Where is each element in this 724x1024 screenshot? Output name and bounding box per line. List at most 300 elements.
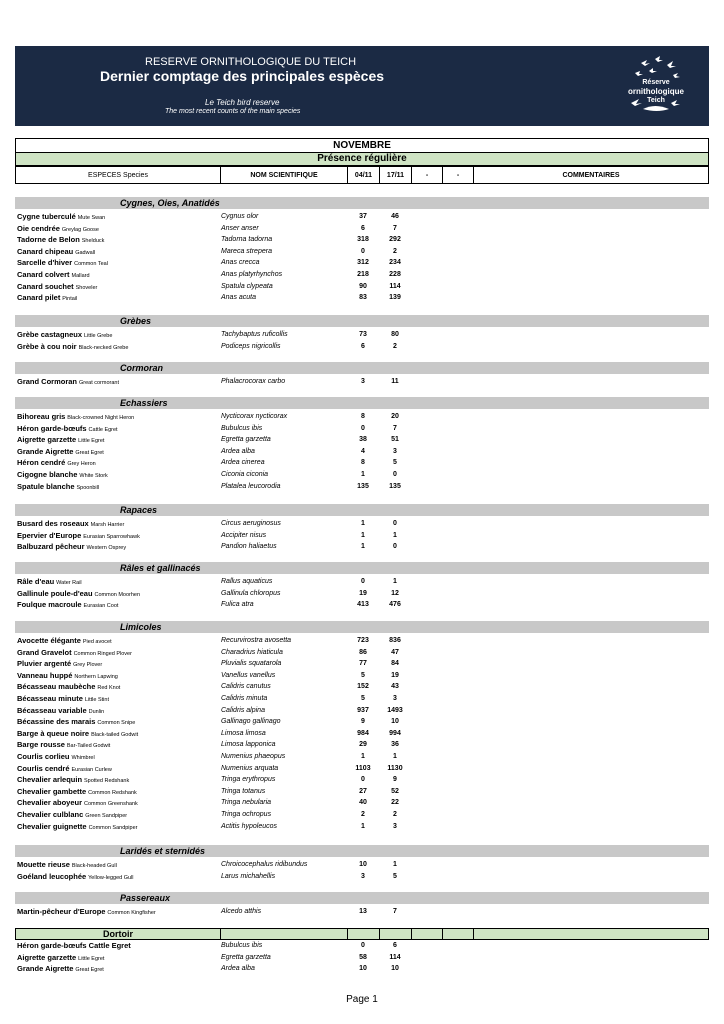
scientific-name: Ciconia ciconia bbox=[221, 471, 269, 478]
dortoir-cell bbox=[474, 929, 708, 939]
french-name: Chevalier culblanc bbox=[17, 810, 84, 819]
count-date-1: 318 bbox=[357, 236, 369, 244]
section-header bbox=[15, 197, 709, 209]
count-date-2: 51 bbox=[391, 436, 399, 444]
french-name: Bihoreau gris bbox=[17, 412, 66, 421]
page-number: Page 1 bbox=[346, 994, 378, 1005]
species-name bbox=[17, 821, 137, 834]
french-name: Chevalier aboyeur bbox=[17, 798, 83, 808]
count-date-2: 114 bbox=[389, 282, 401, 290]
count-date-2: 7 bbox=[393, 224, 397, 232]
scientific-name: Anser anser bbox=[221, 224, 259, 232]
scientific-name: Platalea leucorodia bbox=[221, 482, 281, 490]
french-name: Grand Cormoran bbox=[17, 377, 78, 386]
french-name: Oie cendrée bbox=[17, 223, 60, 233]
species-name bbox=[17, 481, 99, 494]
count-date-2: 228 bbox=[389, 271, 401, 278]
count-date-2: 46 bbox=[391, 213, 399, 220]
count-date-1: 312 bbox=[357, 259, 369, 267]
english-name: Cattle Egret bbox=[88, 426, 118, 433]
count-date-2: 52 bbox=[391, 787, 399, 795]
english-name: Red Knot bbox=[97, 685, 121, 692]
scientific-name: Phalacrocorax carbo bbox=[221, 378, 286, 385]
french-name: Foulque macroule bbox=[17, 600, 82, 610]
english-name: Spotted Redshank bbox=[83, 778, 130, 785]
french-name: Cigogne blanche bbox=[17, 470, 78, 479]
scientific-name: Gallinula chloropus bbox=[221, 589, 281, 597]
species-row bbox=[15, 681, 709, 692]
species-name bbox=[17, 376, 119, 389]
french-name: Canard souchet bbox=[17, 281, 74, 291]
column-headers bbox=[15, 166, 709, 184]
count-date-2: 1 bbox=[393, 861, 397, 868]
count-date-1: 152 bbox=[357, 683, 369, 691]
count-date-2: 2 bbox=[393, 342, 397, 350]
species-row bbox=[15, 728, 709, 739]
english-name: Northern Lapwing bbox=[74, 673, 118, 680]
english-name: Little Grebe bbox=[83, 333, 113, 339]
scientific-name: Anas platyrhynchos bbox=[221, 271, 283, 278]
scientific-name: Nycticorax nycticorax bbox=[221, 413, 288, 420]
dortoir-cell bbox=[221, 929, 348, 939]
logo-text-1: Réserve bbox=[642, 79, 670, 86]
count-date-2: 292 bbox=[389, 236, 401, 244]
count-date-2: 80 bbox=[391, 331, 399, 338]
species-row bbox=[15, 797, 709, 808]
scientific-name: Gallinago gallinago bbox=[221, 718, 281, 726]
species-row bbox=[15, 446, 709, 457]
scientific-name: Spatula clypeata bbox=[221, 282, 273, 290]
header-banner bbox=[15, 46, 709, 126]
english-name: Shelduck bbox=[81, 238, 105, 245]
species-row bbox=[15, 635, 709, 646]
count-date-1: 13 bbox=[359, 908, 367, 915]
species-row bbox=[15, 670, 709, 681]
col-comments: COMMENTAIRES bbox=[562, 171, 620, 179]
dortoir-row bbox=[15, 963, 709, 974]
species-name bbox=[17, 541, 126, 554]
dortoir-title: Dortoir bbox=[16, 929, 221, 939]
section-title: Passereaux bbox=[120, 893, 171, 903]
count-date-2: 1130 bbox=[387, 764, 403, 772]
count-date-2: 36 bbox=[391, 741, 399, 749]
count-date-2: 22 bbox=[391, 799, 399, 807]
count-date-1: 10 bbox=[359, 861, 367, 868]
count-date-1: 0 bbox=[361, 776, 365, 784]
french-name: Chevalier arlequin bbox=[17, 775, 83, 785]
species-row bbox=[15, 588, 709, 599]
count-date-2: 47 bbox=[391, 648, 399, 656]
french-name: Aigrette garzette bbox=[17, 435, 77, 445]
english-name: Little Egret bbox=[78, 438, 105, 445]
species-row bbox=[15, 871, 709, 882]
species-row bbox=[15, 257, 709, 268]
french-name: Cygne tuberculé bbox=[17, 212, 76, 221]
english-name: Water Rail bbox=[56, 580, 82, 586]
species-row bbox=[15, 434, 709, 445]
count-date-1: 37 bbox=[359, 213, 367, 220]
english-name: Little Egret bbox=[78, 955, 105, 962]
count-date-2: 43 bbox=[391, 683, 399, 691]
section-header bbox=[15, 621, 709, 633]
scientific-name: Calidris minuta bbox=[221, 695, 268, 702]
french-name: Vanneau huppé bbox=[17, 670, 73, 680]
scientific-name: Limosa lapponica bbox=[221, 741, 276, 749]
english-name: Eurasian Coot bbox=[83, 603, 119, 610]
english-name: Common Kingfisher bbox=[107, 910, 156, 916]
count-date-1: 1 bbox=[361, 520, 365, 527]
count-date-2: 10 bbox=[391, 718, 399, 726]
french-name: Héron cendré bbox=[17, 458, 66, 468]
section-title: Rapaces bbox=[120, 505, 158, 515]
count-date-1: 1 bbox=[361, 471, 365, 478]
english-name: Yellow-legged Gull bbox=[88, 874, 134, 881]
english-name: Eurasian Sparrowhawk bbox=[83, 533, 140, 540]
section-title: Echassiers bbox=[120, 398, 168, 408]
english-name: Gadwall bbox=[75, 249, 96, 256]
count-date-1: 1 bbox=[361, 753, 365, 760]
species-row bbox=[15, 763, 709, 774]
english-name: Little Stint bbox=[84, 697, 109, 703]
dortoir-header bbox=[15, 928, 709, 940]
species-row bbox=[15, 576, 709, 587]
species-name bbox=[17, 292, 77, 305]
french-name: Canard pilet bbox=[17, 293, 61, 303]
english-name: Common Redshank bbox=[88, 789, 137, 796]
species-row bbox=[15, 211, 709, 222]
count-date-1: 0 bbox=[361, 424, 365, 432]
logo-text-3: Teich bbox=[647, 97, 665, 104]
english-name: Black-necked Grebe bbox=[78, 344, 129, 351]
scientific-name: Accipiter nisus bbox=[221, 531, 267, 539]
species-row bbox=[15, 599, 709, 610]
scientific-name: Tadorna tadorna bbox=[221, 236, 273, 244]
count-date-1: 29 bbox=[359, 741, 367, 749]
french-name: Courlis cendré bbox=[17, 763, 70, 773]
count-date-2: 5 bbox=[393, 459, 397, 467]
english-name: Eurasian Curlew bbox=[71, 766, 112, 773]
english-name: Common Teal bbox=[74, 261, 108, 268]
section-title: Râles et gallinacés bbox=[120, 563, 201, 573]
scientific-name: Tachybaptus ruficollis bbox=[221, 331, 288, 338]
count-date-2: 1 bbox=[393, 531, 397, 539]
scientific-name: Tringa erythropus bbox=[221, 776, 276, 784]
count-date-1: 6 bbox=[361, 342, 365, 350]
scientific-name: Charadrius hiaticula bbox=[221, 648, 283, 656]
english-name: Great Egret bbox=[75, 449, 104, 456]
count-date-1: 2 bbox=[361, 811, 365, 818]
dortoir-cell bbox=[348, 929, 380, 939]
section-header bbox=[15, 397, 709, 409]
count-date-2: 139 bbox=[389, 294, 401, 302]
scientific-name: Cygnus olor bbox=[221, 213, 259, 220]
english-name: Marsh Harrier bbox=[90, 522, 125, 528]
count-date-2: 0 bbox=[393, 520, 397, 527]
french-name: Aigrette garzette bbox=[17, 952, 77, 962]
count-date-2: 1 bbox=[393, 578, 397, 585]
scientific-name: Tringa nebularia bbox=[221, 799, 272, 807]
count-date-1: 8 bbox=[361, 413, 365, 420]
species-row bbox=[15, 739, 709, 750]
section-header bbox=[15, 845, 709, 857]
species-name bbox=[17, 341, 128, 354]
scientific-name: Pandion haliaetus bbox=[221, 543, 277, 551]
count-date-1: 4 bbox=[361, 447, 365, 455]
species-row bbox=[15, 693, 709, 704]
bird-flock-icon bbox=[621, 51, 691, 121]
species-row bbox=[15, 481, 709, 492]
french-name: Martin-pêcheur d'Europe bbox=[17, 907, 106, 916]
english-name: Pied avocet bbox=[82, 639, 112, 645]
count-date-1: 10 bbox=[359, 965, 367, 973]
document-title: Dernier comptage des principales espèces bbox=[100, 68, 385, 84]
section-title: Cormoran bbox=[120, 363, 164, 373]
section-header bbox=[15, 362, 709, 374]
species-row bbox=[15, 658, 709, 669]
count-date-2: 0 bbox=[393, 543, 397, 551]
count-date-2: 9 bbox=[393, 776, 397, 784]
scientific-name: Circus aeruginosus bbox=[221, 520, 281, 527]
count-date-1: 3 bbox=[361, 378, 365, 385]
scientific-name: Bubulcus ibis bbox=[221, 424, 263, 432]
french-name: Courlis corlieu bbox=[17, 752, 70, 761]
count-date-2: 19 bbox=[391, 671, 399, 679]
english-name: Grey Heron bbox=[67, 461, 96, 468]
scientific-name: Ardea cinerea bbox=[221, 459, 265, 467]
dortoir-row bbox=[15, 940, 709, 951]
french-name: Grande Aigrette bbox=[17, 446, 74, 456]
french-name: Grèbe castagneux bbox=[17, 330, 83, 339]
col-species: ESPECES Species bbox=[16, 167, 221, 183]
english-name: Great cormorant bbox=[78, 380, 120, 386]
french-name: Barge rousse bbox=[17, 740, 65, 750]
count-date-2: 7 bbox=[393, 908, 397, 915]
presence-header: Présence régulière bbox=[15, 153, 709, 166]
french-name: Héron garde-bœufs bbox=[17, 423, 87, 433]
english-name: Black-tailed Godwit bbox=[91, 731, 139, 738]
scientific-name: Ardea alba bbox=[221, 965, 255, 973]
scientific-name: Mareca strepera bbox=[221, 247, 272, 255]
species-row bbox=[15, 457, 709, 468]
count-date-1: 77 bbox=[359, 660, 367, 668]
french-name: Spatule blanche bbox=[17, 481, 75, 491]
species-row bbox=[15, 341, 709, 352]
scientific-name: Calidris alpina bbox=[221, 706, 265, 714]
count-date-2: 1493 bbox=[387, 706, 403, 714]
count-date-2: 234 bbox=[389, 259, 401, 267]
species-row bbox=[15, 705, 709, 716]
scientific-name: Larus michahellis bbox=[221, 872, 276, 880]
count-date-2: 7 bbox=[393, 424, 397, 432]
count-date-1: 3 bbox=[361, 872, 365, 880]
scientific-name: Anas crecca bbox=[221, 259, 260, 267]
count-date-1: 0 bbox=[361, 578, 365, 585]
dortoir-cell bbox=[443, 929, 474, 939]
reserve-name: RESERVE ORNITHOLOGIQUE DU TEICH bbox=[145, 56, 357, 68]
species-row bbox=[15, 376, 709, 387]
count-date-2: 11 bbox=[391, 378, 399, 385]
count-date-2: 2 bbox=[393, 247, 397, 255]
english-name: Mallard bbox=[71, 273, 90, 279]
species-name bbox=[17, 599, 118, 612]
count-date-1: 40 bbox=[359, 799, 367, 807]
count-date-1: 6 bbox=[361, 224, 365, 232]
count-date-1: 0 bbox=[361, 942, 365, 949]
english-name: Common Greenshank bbox=[83, 801, 138, 808]
scientific-name: Chroicocephalus ridibundus bbox=[221, 861, 308, 868]
count-date-1: 90 bbox=[359, 282, 367, 290]
species-row bbox=[15, 269, 709, 280]
scientific-name: Tringa ochropus bbox=[221, 811, 272, 818]
col-scientific: NOM SCIENTIFIQUE bbox=[221, 167, 348, 183]
species-row bbox=[15, 786, 709, 797]
count-date-1: 218 bbox=[357, 271, 369, 278]
english-name: Green Sandpiper bbox=[85, 813, 128, 819]
species-row bbox=[15, 530, 709, 541]
count-date-1: 83 bbox=[359, 294, 367, 302]
species-row bbox=[15, 809, 709, 820]
species-row bbox=[15, 859, 709, 870]
scientific-name: Recurvirostra avosetta bbox=[221, 637, 292, 644]
count-date-2: 2 bbox=[393, 811, 397, 818]
count-date-1: 8 bbox=[361, 459, 365, 467]
french-name: Héron garde-bœufs Cattle Egret bbox=[17, 941, 131, 950]
count-date-2: 12 bbox=[391, 589, 399, 597]
scientific-name: Fulica atra bbox=[221, 601, 254, 609]
scientific-name: Calidris canutus bbox=[221, 683, 271, 691]
col-date-2: 17/11 bbox=[380, 167, 412, 183]
count-date-1: 86 bbox=[359, 648, 367, 656]
english-subtitle: Le Teich bird reserve bbox=[205, 98, 280, 107]
french-name: Râle d'eau bbox=[17, 577, 55, 586]
section-header bbox=[15, 504, 709, 516]
english-name: Common Ringed Plover bbox=[73, 650, 132, 657]
dortoir-cell bbox=[380, 929, 412, 939]
species-row bbox=[15, 281, 709, 292]
species-row bbox=[15, 541, 709, 552]
count-date-1: 0 bbox=[361, 247, 365, 255]
species-row bbox=[15, 329, 709, 340]
scientific-name: Bubulcus ibis bbox=[221, 942, 263, 949]
species-name bbox=[17, 906, 156, 919]
english-name: Greylag Goose bbox=[61, 226, 99, 233]
col-date-1: 04/11 bbox=[348, 167, 380, 183]
english-subtitle-2: The most recent counts of the main species bbox=[165, 108, 301, 115]
english-name: Common Moorhen bbox=[94, 591, 141, 598]
section-title: Cygnes, Oies, Anatidés bbox=[120, 198, 220, 208]
scientific-name: Actitis hypoleucos bbox=[221, 822, 278, 830]
scientific-name: Egretta garzetta bbox=[221, 436, 271, 444]
scientific-name: Numenius arquata bbox=[221, 764, 279, 772]
count-date-1: 5 bbox=[361, 671, 365, 679]
count-date-1: 5 bbox=[361, 695, 365, 702]
english-name: White Stork bbox=[79, 473, 108, 479]
french-name: Canard colvert bbox=[17, 270, 70, 279]
french-name: Bécasseau minute bbox=[17, 694, 83, 703]
count-date-2: 10 bbox=[391, 965, 399, 973]
species-row bbox=[15, 751, 709, 762]
english-name: Mute Swan bbox=[77, 215, 106, 221]
count-date-1: 73 bbox=[359, 331, 367, 338]
count-date-1: 937 bbox=[357, 706, 369, 714]
species-row bbox=[15, 411, 709, 422]
count-date-1: 19 bbox=[359, 589, 367, 597]
french-name: Bécasseau maubèche bbox=[17, 682, 96, 692]
month-header: NOVEMBRE bbox=[15, 138, 709, 153]
english-name: Black-headed Gull bbox=[71, 863, 117, 869]
french-name: Busard des roseaux bbox=[17, 519, 89, 528]
scientific-name: Pluvialis squatarola bbox=[221, 660, 282, 668]
french-name: Mouette rieuse bbox=[17, 860, 70, 869]
species-name bbox=[17, 963, 104, 976]
english-name: Bar-Tailed Godwit bbox=[66, 743, 111, 750]
section-title: Limicoles bbox=[120, 622, 162, 632]
english-name: Pintail bbox=[62, 296, 78, 303]
french-name: Chevalier guignette bbox=[17, 821, 87, 831]
french-name: Chevalier gambette bbox=[17, 786, 87, 796]
french-name: Tadorne de Belon bbox=[17, 235, 80, 245]
logo-text-2: ornithologique bbox=[628, 87, 684, 96]
count-date-2: 3 bbox=[393, 822, 397, 830]
english-name: Common Snipe bbox=[97, 720, 136, 727]
count-date-2: 84 bbox=[391, 660, 399, 668]
species-row bbox=[15, 518, 709, 529]
french-name: Avocette élégante bbox=[17, 636, 81, 645]
col-date-3: - bbox=[412, 167, 443, 183]
dortoir-cell bbox=[412, 929, 443, 939]
english-name: Black-crowned Night Heron bbox=[67, 415, 135, 421]
french-name: Balbuzard pêcheur bbox=[17, 542, 85, 552]
count-date-1: 9 bbox=[361, 718, 365, 726]
english-name: Great Egret bbox=[75, 967, 104, 974]
scientific-name: Alcedo atthis bbox=[221, 908, 262, 915]
english-name: Common Sandpiper bbox=[88, 824, 138, 831]
count-date-1: 723 bbox=[357, 637, 369, 644]
french-name: Grande Aigrette bbox=[17, 964, 74, 974]
scientific-name: Tringa totanus bbox=[221, 787, 266, 795]
count-date-2: 3 bbox=[393, 695, 397, 702]
french-name: Pluvier argenté bbox=[17, 659, 72, 669]
french-name: Epervier d'Europe bbox=[17, 530, 82, 540]
species-name bbox=[17, 871, 134, 884]
species-row bbox=[15, 716, 709, 727]
english-name: Western Osprey bbox=[86, 545, 127, 552]
count-date-2: 1 bbox=[393, 753, 397, 760]
english-name: Spoonbill bbox=[76, 484, 100, 491]
french-name: Bécasseau variable bbox=[17, 705, 87, 715]
scientific-name: Vanellus vanellus bbox=[221, 671, 276, 679]
french-name: Sarcelle d'hiver bbox=[17, 258, 73, 268]
section-title: Laridés et sternidés bbox=[120, 846, 206, 856]
section-title: Grèbes bbox=[120, 316, 152, 326]
species-row bbox=[15, 423, 709, 434]
english-name: Shoveler bbox=[75, 284, 98, 291]
species-row bbox=[15, 469, 709, 480]
count-date-2: 5 bbox=[393, 872, 397, 880]
scientific-name: Rallus aquaticus bbox=[221, 578, 273, 585]
count-date-2: 3 bbox=[393, 447, 397, 455]
english-name: Grey Plover bbox=[73, 662, 103, 669]
french-name: Gallinule poule-d'eau bbox=[17, 588, 93, 598]
scientific-name: Podiceps nigricollis bbox=[221, 342, 281, 350]
col-date-4: - bbox=[443, 167, 474, 183]
french-name: Goéland leucophée bbox=[17, 871, 87, 881]
count-date-1: 58 bbox=[359, 953, 367, 961]
species-row bbox=[15, 292, 709, 303]
count-date-1: 984 bbox=[357, 729, 369, 737]
count-date-2: 114 bbox=[389, 953, 401, 961]
english-name: Whimbrel bbox=[71, 755, 95, 761]
